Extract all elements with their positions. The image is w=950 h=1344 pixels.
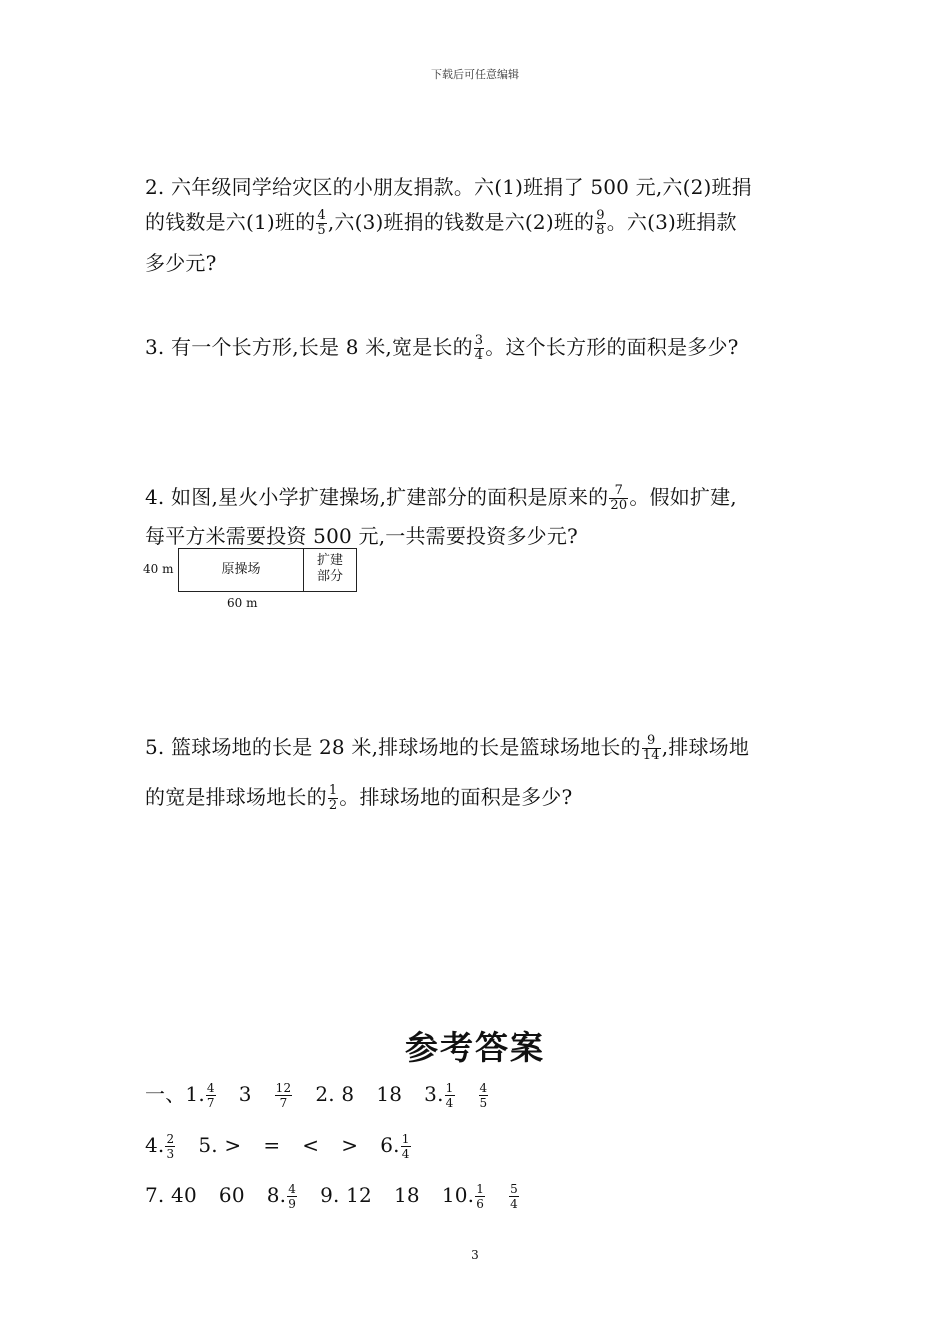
q5-text-a: 5. 篮球场地的长是 28 米,排球场地的长是篮球场地长的 [145, 735, 641, 759]
q3-text-b: 。这个长方形的面积是多少? [485, 335, 739, 359]
answers-row-1 [145, 1079, 489, 1110]
answer-fraction: $\frac{1}{6}$ [476, 1182, 485, 1211]
answer-value: = [263, 1133, 281, 1157]
q4-text-b: 。假如扩建, [629, 485, 737, 509]
q5-fraction-2: $\frac{1}{2}$ [328, 783, 338, 813]
q4-fraction: $\frac{7}{20}$ [610, 483, 628, 513]
answers-row-3 [145, 1180, 520, 1211]
answer-fraction: $\frac{12}{7}$ [275, 1081, 292, 1110]
answer-value: 3 [238, 1082, 252, 1106]
answers-row-2 [145, 1130, 412, 1161]
answer-value: > [341, 1133, 359, 1157]
q2-text-b: ,六(3)班捐的钱数是六(2)班的 [327, 210, 595, 234]
q5-text-c: 的宽是排球场地长的 [145, 785, 327, 809]
answer-value: 7. 40 [145, 1183, 197, 1207]
q3-text-a: 3. 有一个长方形,长是 8 米,宽是长的 [145, 335, 473, 359]
q3-fraction: $\frac{3}{4}$ [474, 333, 484, 363]
q2-text-a: 的钱数是六(1)班的 [145, 210, 316, 234]
extension-label-line1: 扩建 [316, 553, 343, 568]
height-label: 40 m [143, 562, 174, 576]
answer-fraction: $\frac{5}{4}$ [510, 1182, 518, 1211]
q2-text-c: 。六(3)班捐款 [606, 210, 737, 234]
q5-text-b: ,排球场地 [661, 735, 750, 759]
q5-fraction-1: $\frac{9}{14}$ [642, 733, 660, 763]
answer-value: 18 [393, 1183, 420, 1207]
q3-line [145, 332, 739, 363]
answers-title: 参考答案 [405, 1028, 545, 1067]
original-field-box [178, 548, 304, 592]
original-field-label: 原操场 [221, 562, 261, 577]
q5-text-d: 。排球场地的面积是多少? [339, 785, 573, 809]
answer-fraction: $\frac{1}{4}$ [401, 1132, 410, 1161]
extension-label [304, 549, 356, 585]
answer-value: 9. 12 [320, 1183, 372, 1207]
answer-prefix: 一、1. [145, 1082, 205, 1106]
extension-box [303, 548, 357, 592]
answer-value: 3. [424, 1082, 444, 1106]
answer-fraction: $\frac{1}{4}$ [445, 1081, 454, 1110]
answer-value: 60 [218, 1183, 245, 1207]
q5-line2 [145, 782, 572, 813]
q5-line1 [145, 732, 749, 763]
answer-fraction: $\frac{2}{3}$ [166, 1132, 175, 1161]
q2-line2 [145, 207, 737, 238]
page-number: 3 [471, 1248, 479, 1262]
answer-fraction: $\frac{4}{9}$ [288, 1182, 297, 1211]
q4-line2: 每平方米需要投资 500 元,一共需要投资多少元? [145, 524, 578, 548]
page-header: 下载后可任意编辑 [431, 68, 519, 81]
width-label: 60 m [227, 596, 258, 610]
q2-fraction-1: $\frac{4}{5}$ [317, 208, 326, 238]
answer-value: < [302, 1133, 320, 1157]
field-diagram [135, 546, 375, 616]
answer-value: 2. 8 [315, 1082, 355, 1106]
answer-value: 18 [376, 1082, 403, 1106]
q2-fraction-2: $\frac{9}{8}$ [596, 208, 605, 238]
q2-line3: 多少元? [145, 251, 217, 275]
answer-fraction: $\frac{4}{7}$ [206, 1081, 215, 1110]
q4-text-a: 4. 如图,星火小学扩建操场,扩建部分的面积是原来的 [145, 485, 609, 509]
answer-value: 8. [266, 1183, 287, 1207]
answer-value: 6. [380, 1133, 400, 1157]
answer-fraction: $\frac{4}{5}$ [479, 1081, 488, 1110]
answer-value: 5. > [198, 1133, 242, 1157]
extension-label-line2: 部分 [316, 569, 343, 584]
q2-line1: 2. 六年级同学给灾区的小朋友捐款。六(1)班捐了 500 元,六(2)班捐 [145, 175, 752, 199]
q4-line1 [145, 482, 737, 513]
answer-value: 4. [145, 1133, 165, 1157]
answer-value: 10. [441, 1183, 475, 1207]
